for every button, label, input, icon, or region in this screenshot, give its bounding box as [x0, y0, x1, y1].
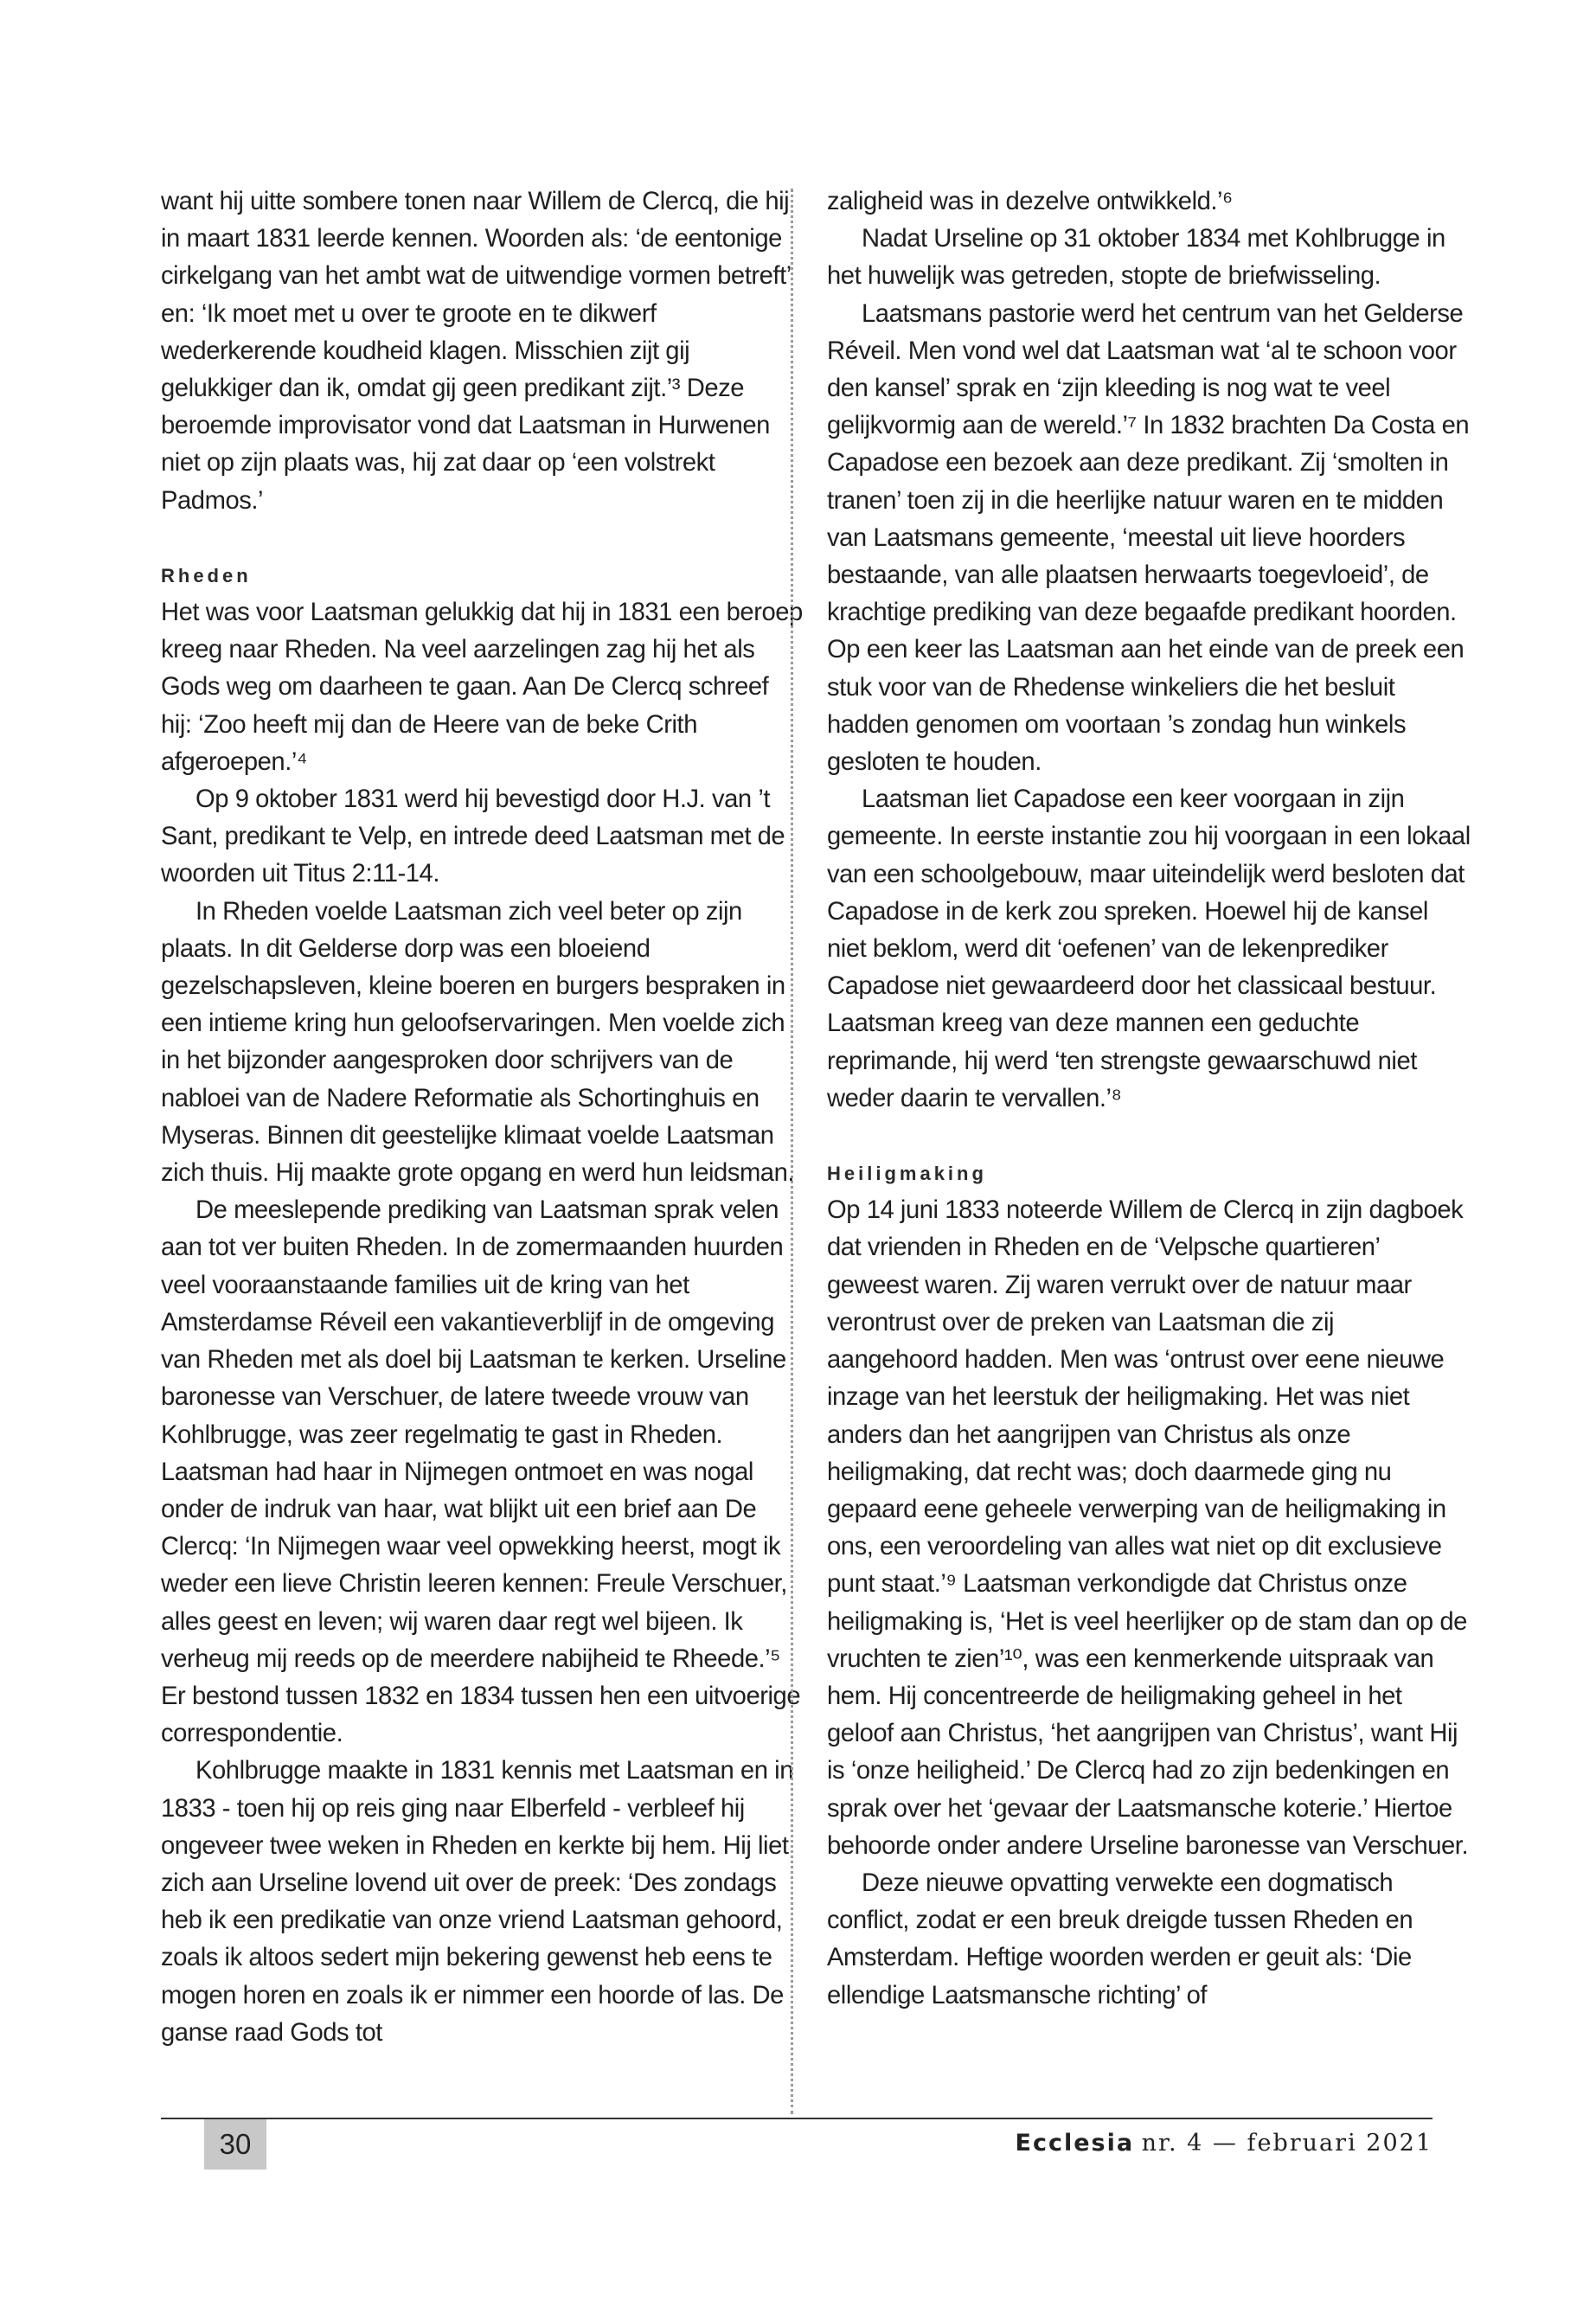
- journal-issue: nr. 4 — februari 2021: [1141, 2130, 1433, 2157]
- paragraph: Het was voor Laatsman gelukkig dat hij in 1831 een beroep kreeg naar Rheden. Na veel aarzelingen zag hij het als Gods weg om daarheen te gaan. Aan De Clercq schreef hij: ‘Zoo heeft mij dan de Heere van de beke Crith afgeroepen.’⁴: [161, 599, 803, 776]
- footer-journal-info: [1016, 2126, 1433, 2161]
- spacer: [827, 1118, 1471, 1155]
- journal-name: Ecclesia: [1015, 2130, 1135, 2157]
- right-column: [827, 183, 1471, 2015]
- paragraph: zaligheid was in dezelve ontwikkeld.’⁶: [827, 188, 1233, 215]
- paragraph: Op 14 juni 1833 noteerde Willem de Clercq in zijn dagboek dat vrienden in Rheden en de ‘Velpsche quartieren’ geweest waren. Zij waren verrukt over de natuur maar verontrust over de preken van Laatsman die zij aangehoord hadden. Men was ‘ontrust over eene nieuwe inzage van het leerstuk der heiligmaking. Het was niet anders dan het aangrijpen van Christus als onze heiligmaking, dat recht was; doch daarmede ging nu gepaard eene geheele verwerping van de heiligmaking in ons, een veroordeling van alles wat niet op dit exclusieve punt staat.’⁹ Laatsman verkondigde dat Christus onze heiligmaking is, ‘Het is veel heerlijker op de stam dan op de vruchten te zien’¹⁰, was een kenmerkende uitspraak van hem. Hij concentreerde de heiligmaking geheel in het geloof aan Christus, ‘het aangrijpen van Christus’, want Hij is ‘onze heiligheid.’ De Clercq had zo zijn bedenkingen en sprak over het ‘gevaar der Laatsmansche koterie.’ Hiertoe behoorde onder andere Urseline baronesse van Verschuer.: [827, 1196, 1469, 1860]
- paragraph: want hij uitte sombere tonen naar Willem de Clercq, die hij in maart 1831 leerde kennen. Woorden als: ‘de eentonige cirkelgang van het ambt wat de uitwendige vormen betreft’ en: ‘Ik moet met u over te groote en te dikwerf wederkerende koudheid klagen. Misschien zijt gij gelukkiger dan ik, omdat gij geen predikant zijt.’³ Deze beroemde improvisator vond dat Laatsman in Hurwenen niet op zijn plaats was, hij zat daar op ‘een volstrekt Padmos.’: [161, 188, 791, 515]
- paragraph: Laatsmans pastorie werd het centrum van het Gelderse Réveil. Men vond wel dat Laatsman wat ‘al te schoon voor den kansel’ sprak en ‘zijn kleeding is nog wat te veel gelijkvormig aan de wereld.’⁷ In 1832 brachten Da Costa en Capadose een bezoek aan deze predikant. Zij ‘smolten in tranen’ toen zij in die heerlijke natuur waren en te midden van Laatsmans gemeente, ‘meestal uit lieve hoorders bestaande, van alle plaatsen herwaarts toegevloeid’, de krachtige prediking van deze begaafde predikant hoorden. Op een keer las Laatsman aan het einde van de preek een stuk voor van de Rhedense winkeliers die het besluit hadden genomen om voortaan ’s zondag hun winkels gesloten te houden.: [827, 299, 1470, 777]
- section-heading-heiligmaking: Heiligmaking: [827, 1163, 987, 1185]
- paragraph: De meeslepende prediking van Laatsman sprak velen aan tot ver buiten Rheden. In de zomermaanden huurden veel vooraanstaande families uit de kring van het Amsterdamse Réveil een vakantieverblijf in de omgeving van Rheden met als doel bij Laatsman te kerken. Urseline baronesse van Verschuer, de latere tweede vrouw van Kohlbrugge, was zeer regelmatig te gast in Rheden. Laatsman had haar in Nijmegen ontmoet en was nogal onder de indruk van haar, wat blijkt uit een brief aan De Clercq: ‘In Nijmegen waar veel opwekking heerst, mogt ik weder een lieve Christin leeren kennen: Freule Verschuer, alles geest en leven; wij waren daar regt wel bijeen. Ik verheug mij reeds op de meerdere nabijheid te Rheede.’⁵ Er bestond tussen 1832 en 1834 tussen hen een uitvoerige correspondentie.: [161, 1196, 801, 1748]
- paragraph: In Rheden voelde Laatsman zich veel beter op zijn plaats. In dit Gelderse dorp was een bloeiend gezelschapsleven, kleine boeren en burgers bespraken in een intieme kring hun geloofservaringen. Men voelde zich in het bijzonder aangesproken door schrijvers van de nabloei van de Nadere Reformatie als Schortinghuis en Myseras. Binnen dit geestelijke klimaat voelde Laatsman zich thuis. Hij maakte grote opgang en werd hun leidsman.: [161, 897, 795, 1188]
- paragraph: Nadat Urseline op 31 oktober 1834 met Kohlbrugge in het huwelijk was getreden, stopte de briefwisseling.: [827, 225, 1445, 291]
- paragraph: Deze nieuwe opvatting verwekte een dogmatisch conflict, zodat er een breuk dreigde tussen Rheden en Amsterdam. Heftige woorden werden er geuit als: ‘Die ellendige Laatsmansche richting’ of: [827, 1868, 1413, 2009]
- footer-rule: [161, 2118, 1433, 2119]
- section-heading-rheden: Rheden: [161, 564, 252, 586]
- column-divider: [791, 189, 793, 2114]
- page-number: 30: [204, 2119, 266, 2170]
- paragraph: Laatsman liet Capadose een keer voorgaan in zijn gemeente. In eerste instantie zou hij voorgaan in een lokaal van een schoolgebouw, maar uiteindelijk werd besloten dat Capadose in de kerk zou spreken. Hoewel hij de kansel niet beklom, werd dit ‘oefenen’ van de lekenprediker Capadose niet gewaardeerd door het classicaal bestuur. Laatsman kreeg van deze mannen een geduchte reprimande, hij werd ‘ten strengste gewaarschuwd niet weder daarin te vervallen.’⁸: [827, 785, 1471, 1112]
- left-column: [161, 183, 805, 2052]
- paragraph: Op 9 oktober 1831 werd hij bevestigd door H.J. van ’t Sant, predikant te Velp, en intrede deed Laatsman met de woorden uit Titus 2:11-14.: [161, 785, 785, 888]
- paragraph: Kohlbrugge maakte in 1831 kennis met Laatsman en in 1833 - toen hij op reis ging naar Elberfeld - verbleef hij ongeveer twee weken in Rheden en kerkte bij hem. Hij liet zich aan Urseline lovend uit over de preek: ‘Des zondags heb ik een predikatie van onze vriend Laatsman gehoord, zoals ik altoos sedert mijn bekering gewenst heb eens te mogen horen en zoals ik er nimmer een hoorde of las. De ganse raad Gods tot: [161, 1757, 793, 2047]
- spacer: [161, 520, 805, 557]
